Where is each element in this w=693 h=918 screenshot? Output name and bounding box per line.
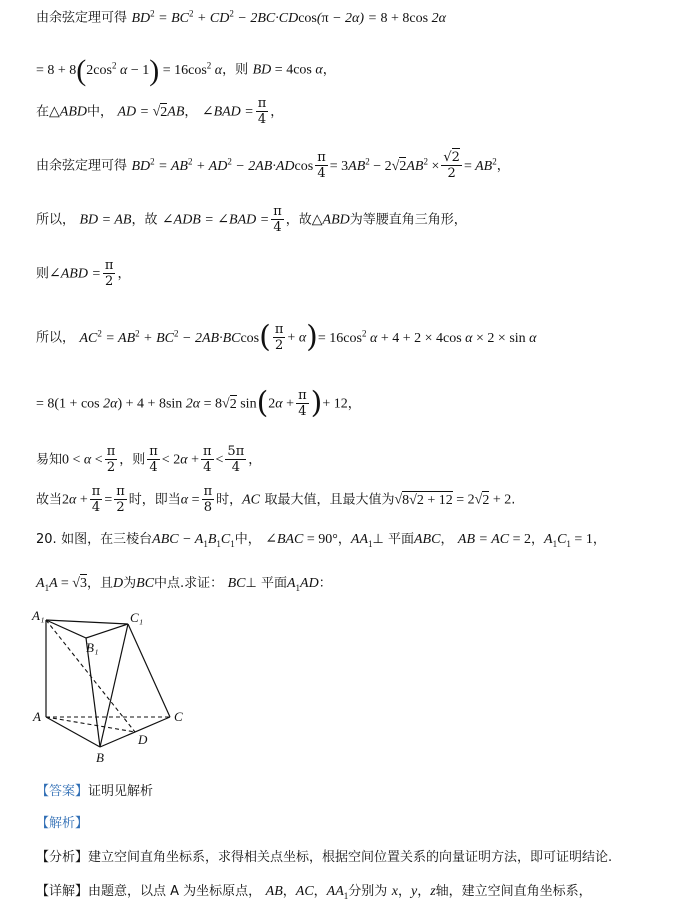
edge-a1-b1 [46,620,86,638]
line-7: 所以， $AC^2 = AB^2 + BC^2 - 2AB\cdot BCcos$( $\frac{\pi}{2}$ + $\alpha)= 16\cos^2$ α + 4 + 2 × 4cos α × 2 × sin α [36,319,537,355]
edge-c1-b [100,624,128,747]
analysis-line [36,814,88,833]
label-c: C [174,709,183,724]
line-4: 由余弦定理可得 $BD^2 = AB^2 + AD^2 - 2AB\cdot ADcos$ $\frac{\pi}{4}$ = $3AB^2 - 2√2AB^2$ × $\frac{√2}{2}$ = $AB^2$， [36,150,510,181]
answer-tag: 【答案】 [36,784,89,799]
edge-a-b [46,717,100,747]
edge-a1-c1 [46,620,128,624]
problem-20-line-1: 20. 如图，在三棱台ABC − $A_1B_1C_1$中， ∠BAC = 90°，$AA_1\perp$ 平面ABC， AB = AC = 2，$A_1C_1 = 1$， [36,532,606,549]
analysis-tag: 【解析】 [36,816,89,831]
edge-b1-c1 [86,624,128,638]
label-d: D [138,732,148,747]
line-3: 在△ABD中， AD = √2AB， ∠BAD = $\frac{\pi}{4}$ ， [36,96,284,127]
xiangjie-line: 【详解】由题意，以点 A 为坐标原点， AB，AC，$AA_1$分别为 x，y，z轴，建立空间直角坐标系， [36,884,592,901]
label-a: A [33,709,41,724]
edge-c1-c [128,624,170,717]
label-a1: A₁ [32,610,45,623]
label-b: B [96,750,104,765]
frustum-figure [30,610,210,775]
label-b1: B₁ [86,640,99,655]
problem-20-line-2: $A_1A = √3$，且D为BC中点.求证： BC⊥ 平面$A_1AD$： [36,576,332,593]
line-2: = $8 + 8(2\cos^2$ $\alpha - 1) = 16\cos^2$ α，则 BD = 4cos α， [36,53,336,87]
xiangjie-tag: 【详解】 [36,884,89,899]
line-1: 由余弦定理可得 $BD^2 = BC^2 + CD^2 - 2BC\cdot CDcos(\pi - 2\alpha) = 8 + 8\cos$ 2α [36,8,446,26]
line-8: = 8(1 + cos 2α) + 4 + 8sin 2α = 8√2 sin(2α + $\frac{\pi}{4}$ )+ 12， [36,385,361,421]
line-10: 故当2α + $\frac{\pi}{4}$ = $\frac{\pi}{2}$ 时，即当α = $\frac{\pi}{8}$ 时，AC 取最大值，且最大值为√8√2 + 12 = 2√2 + 2. [36,484,516,515]
line-9: 易知0 < α < $\frac{\pi}{2}$ ，则 $\frac{\pi}{4}$ < 2α + $\frac{\pi}{4}$ < $\frac{5\pi}{4}$ ， [36,444,262,475]
line-6: 则∠ABD = $\frac{\pi}{2}$ ， [36,258,131,289]
line-5: 所以， BD = AB，故 ∠ADB = ∠BAD = $\frac{\pi}{4}$ ，故△ABD为等腰直角三角形， [36,204,467,235]
answer-line: 【答案】证明见解析 [36,784,154,799]
fenxi-tag: 【分析】 [36,850,89,865]
label-c1: C₁ [130,610,144,625]
fenxi-line: 【分析】建立空间直角坐标系，求得相关点坐标，根据空间位置关系的向量证明方法，即可证明结论. [36,850,613,865]
